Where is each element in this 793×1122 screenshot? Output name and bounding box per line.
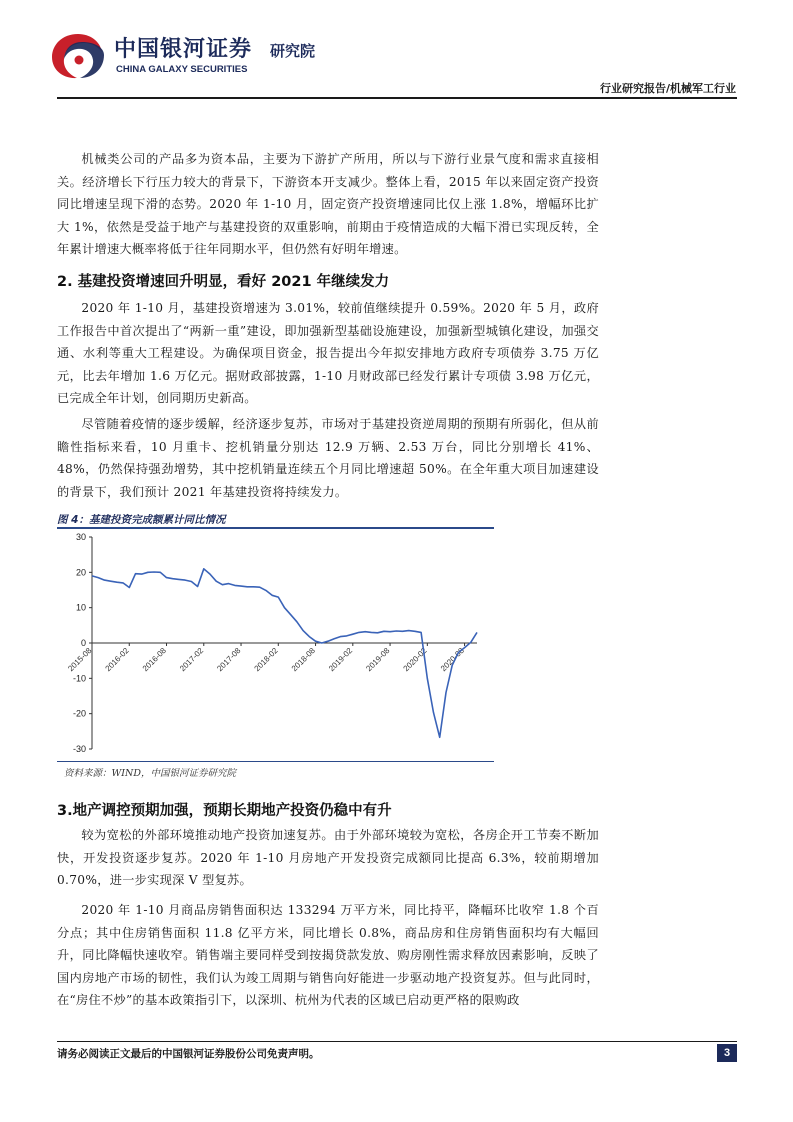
- y-tick-label: 0: [80, 638, 86, 648]
- galaxy-logo-icon: [48, 30, 108, 82]
- footer-divider: [57, 1041, 737, 1042]
- logo-institute: 研究院: [270, 42, 316, 60]
- section-heading-infrastructure: 2. 基建投资增速回升明显，看好 2021 年继续发力: [57, 274, 390, 290]
- paragraph-real-estate-sales: 2020 年 1-10 月商品房销售面积达 133294 万平方米，同比持平，降幅环比收窄 1.8 个百分点；其中住房销售面积 11.8 亿平方米，同比增长 0.8%，商品房和住房销售面积均有大幅回升，同比降幅快速收窄。销售端主要同样受到按揭贷款发放、购房刚性需求释放因素影响，反映了国内房地产市场的韧性，我们认为竣工周期与销售向好能进一步驱动地产投资复苏。但与此同时，在“房住不炒”的基本政策指引下，以深圳、杭州为代表的区域已启动更严格的限购政: [57, 903, 599, 1007]
- section-heading-real-estate: 3.地产调控预期加强，预期长期地产投资仍稳中有升: [57, 803, 392, 819]
- x-tick-label: 2020-02: [401, 646, 429, 674]
- y-tick-label: -30: [72, 744, 86, 754]
- figure-title: 图 4：基建投资完成额累计同比情况: [57, 514, 226, 526]
- y-tick-label: 10: [75, 602, 86, 613]
- paragraph-infrastructure-investment: 2020 年 1-10 月，基建投资增速为 3.01%，较前值继续提升 0.59%。2020 年 5 月，政府工作报告中首次提出了“两新一重”建设，即加强新型基础设施建设，加强新型城镇化建设，加强交通、水利等重大工程建设。为确保项目资金，报告提出今年拟安排地方政府专项债券 3.75 万亿元，比去年增加 1.6 万亿元。据财政部披露，1-10 月财政部已经发行累计专项债 3.98 万亿元，已完成全年计划，创同期历史新高。: [57, 301, 599, 405]
- y-tick-label: -10: [72, 673, 86, 684]
- x-tick-label: 2017-08: [215, 646, 243, 674]
- logo-english-name: CHINA GALAXY SECURITIES: [116, 64, 248, 75]
- x-tick-label: 2019-02: [327, 646, 355, 674]
- logo-chinese-name: 中国银河证券: [114, 37, 253, 62]
- x-tick-label: 2020-08: [438, 646, 466, 674]
- x-tick-label: 2017-02: [178, 646, 206, 674]
- figure-source: 资料来源：WIND，中国银河证券研究院: [64, 768, 236, 779]
- x-tick-label: 2015-08: [66, 646, 94, 674]
- x-tick-label: 2018-08: [289, 646, 317, 674]
- header-divider: [57, 97, 737, 99]
- x-tick-label: 2018-02: [252, 646, 280, 674]
- footer-disclaimer: 请务必阅读正文最后的中国银河证券股份公司免责声明。: [57, 1048, 320, 1060]
- paragraph-real-estate-investment: 较为宽松的外部环境推动地产投资加速复苏。由于外部环境较为宽松，各房企开工节奏不断加快，开发投资逐步复苏。2020 年 1-10 月房地产开发投资完成额同比提高 6.3%，较前期增加 0.70%，进一步实现深 V 型复苏。: [57, 828, 599, 887]
- x-tick-label: 2016-02: [103, 646, 131, 674]
- paragraph-machinery-demand: 机械类公司的产品多为资本品，主要为下游扩产所用，所以与下游行业景气度和需求直接相关。经济增长下行压力较大的背景下，下游资本开支减少。整体上看，2015 年以来固定资产投资同比增速呈现下滑的态势。2020 年 1-10 月，固定资产投资增速同比仅上涨 1.8%，增幅环比扩大 1%，依然是受益于地产与基建投资的双重影响，前期由于疫情造成的大幅下滑已实现反转，全年累计增速大概率将低于往年同期水平，但仍然有好明年增速。: [57, 152, 599, 256]
- infrastructure-investment-line-chart: [57, 529, 494, 761]
- page-number: 3: [717, 1044, 737, 1062]
- y-tick-label: 20: [75, 567, 86, 578]
- y-tick-label: -20: [72, 708, 86, 719]
- x-tick-label: 2016-08: [140, 646, 168, 674]
- y-tick-label: 30: [75, 532, 86, 542]
- paragraph-infrastructure-outlook: 尽管随着疫情的逐步缓解，经济逐步复苏，市场对于基建投资逆周期的预期有所弱化，但从前瞻性指标来看，10 月重卡、挖机销量分别达 12.9 万辆、2.53 万台，同比分别增长 41%、48%，仍然保持强劲增势，其中挖机销量连续五个月同比增速超 50%。在全年重大项目加速建设的背景下，我们预计 2021 年基建投资将持续发力。: [57, 417, 599, 499]
- brand-logo: [40, 26, 340, 86]
- x-tick-label: 2019-08: [364, 646, 392, 674]
- figure-bottom-rule: [57, 761, 494, 762]
- report-category: 行业研究报告/机械军工行业: [599, 82, 736, 95]
